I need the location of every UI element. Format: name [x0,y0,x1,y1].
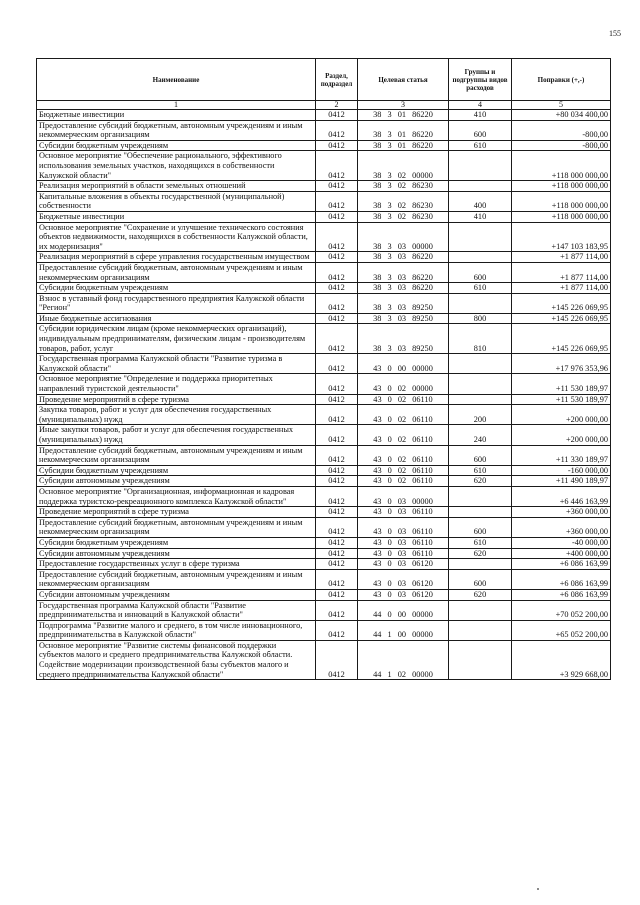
column-index: 3 [358,101,449,110]
row-group: 610 [449,465,512,476]
row-group: 600 [449,445,512,465]
row-amount: +360 000,00 [512,507,611,518]
row-group: 400 [449,191,512,211]
row-article: 43 0 03 06110 [358,517,449,537]
table-row [37,600,611,620]
row-group: 620 [449,476,512,487]
table-row [37,313,611,324]
table-row [37,222,611,252]
row-group [449,293,512,313]
table-row [37,569,611,589]
row-amount: +1 877 114,00 [512,262,611,282]
row-name: Основное мероприятие "Сохранение и улучшение технического состояния объектов недвижимости, находящихся в собственности Калужской области, их модернизация" [37,222,316,252]
row-amount: +11 330 189,97 [512,445,611,465]
row-section: 0412 [316,620,358,640]
row-group [449,374,512,394]
row-section: 0412 [316,507,358,518]
row-section: 0412 [316,252,358,263]
row-name: Субсидии бюджетным учреждениям [37,140,316,151]
row-name: Основное мероприятие "Определение и поддержка приоритетных направлений туристской деятельности" [37,374,316,394]
row-group [449,181,512,192]
row-section: 0412 [316,548,358,559]
row-article: 43 0 02 06110 [358,476,449,487]
table-row [37,151,611,181]
row-name: Бюджетные инвестиции [37,211,316,222]
table-row [37,120,611,140]
row-group: 240 [449,425,512,445]
row-group: 610 [449,140,512,151]
row-article: 43 0 02 06110 [358,445,449,465]
row-name: Бюджетные инвестиции [37,110,316,121]
table-row [37,640,611,679]
row-amount: +200 000,00 [512,405,611,425]
row-name: Субсидии бюджетным учреждениям [37,283,316,294]
table-row [37,476,611,487]
row-article: 43 0 03 06110 [358,507,449,518]
table-row [37,445,611,465]
row-article: 38 3 01 86220 [358,120,449,140]
row-group: 620 [449,589,512,600]
row-amount: +1 877 114,00 [512,283,611,294]
column-index: 4 [449,101,512,110]
row-group [449,151,512,181]
row-amount: +11 530 189,97 [512,374,611,394]
row-article: 44 1 02 00000 [358,640,449,679]
column-index: 1 [37,101,316,110]
row-article: 44 1 00 00000 [358,620,449,640]
row-name: Государственная программа Калужской области "Развитие предпринимательства и инноваций в Калужской области" [37,600,316,620]
row-group: 600 [449,517,512,537]
row-section: 0412 [316,465,358,476]
row-article: 38 3 03 86220 [358,262,449,282]
row-group [449,559,512,570]
row-section: 0412 [316,405,358,425]
row-name: Проведение мероприятий в сфере туризма [37,507,316,518]
column-index: 5 [512,101,611,110]
row-article: 38 3 02 86230 [358,181,449,192]
row-article: 43 0 03 06110 [358,548,449,559]
header-section: Раздел, подраздел [316,59,358,101]
row-amount: +3 929 668,00 [512,640,611,679]
row-group: 410 [449,110,512,121]
row-group: 610 [449,537,512,548]
row-name: Субсидии бюджетным учреждениям [37,465,316,476]
row-group: 810 [449,324,512,354]
row-name: Субсидии автономным учреждениям [37,548,316,559]
row-section: 0412 [316,120,358,140]
row-section: 0412 [316,151,358,181]
table-row [37,507,611,518]
row-name: Предоставление субсидий бюджетным, автономным учреждениям и иным некоммерческим организациям [37,569,316,589]
row-section: 0412 [316,569,358,589]
row-amount: +360 000,00 [512,517,611,537]
row-section: 0412 [316,640,358,679]
row-section: 0412 [316,600,358,620]
row-amount: +118 000 000,00 [512,181,611,192]
column-index: 2 [316,101,358,110]
table-row [37,293,611,313]
row-amount: -800,00 [512,120,611,140]
row-amount: +145 226 069,95 [512,293,611,313]
row-name: Реализация мероприятий в области земельных отношений [37,181,316,192]
table-row [37,252,611,263]
row-amount: +11 530 189,97 [512,394,611,405]
table-row [37,559,611,570]
row-amount: +118 000 000,00 [512,151,611,181]
table-row [37,548,611,559]
row-article: 43 0 03 06120 [358,589,449,600]
row-article: 43 0 03 06110 [358,537,449,548]
table-row [37,486,611,506]
row-name: Подпрограмма "Развитие малого и среднего, в том числе инновационного, предпринимательства в Калужской области" [37,620,316,640]
row-article: 44 0 00 00000 [358,600,449,620]
row-name: Взнос в уставный фонд государственного предприятия Калужской области "Регион" [37,293,316,313]
row-name: Предоставление субсидий бюджетным, автономным учреждениям и иным некоммерческим организациям [37,262,316,282]
row-amount: +118 000 000,00 [512,211,611,222]
page-number: 155 [609,29,621,38]
row-group [449,600,512,620]
row-section: 0412 [316,374,358,394]
row-group [449,354,512,374]
row-group [449,486,512,506]
row-amount: +6 086 163,99 [512,559,611,570]
row-group: 600 [449,262,512,282]
row-section: 0412 [316,559,358,570]
row-section: 0412 [316,181,358,192]
row-name: Закупка товаров, работ и услуг для обеспечения государственных (муниципальных) нужд [37,405,316,425]
row-section: 0412 [316,517,358,537]
table-row [37,589,611,600]
row-group: 410 [449,211,512,222]
row-name: Предоставление субсидий бюджетным, автономным учреждениям и иным некоммерческим организациям [37,445,316,465]
row-section: 0412 [316,445,358,465]
row-name: Проведение мероприятий в сфере туризма [37,394,316,405]
row-name: Основное мероприятие "Организационная, информационная и кадровая поддержка туристско-рекреационного комплекса Калужской области" [37,486,316,506]
row-group [449,507,512,518]
row-name: Иные закупки товаров, работ и услуг для обеспечения государственных (муниципальных) нужд [37,425,316,445]
row-group: 610 [449,283,512,294]
row-name: Основное мероприятие "Развитие системы финансовой поддержки субъектов малого и среднего предпринимательства Калужской области. Содействие модернизации производственной базы субъектов малого и среднего предпринимательства Калужской области" [37,640,316,679]
table-row [37,517,611,537]
row-amount: +80 034 400,00 [512,110,611,121]
table-row [37,374,611,394]
row-amount: +145 226 069,95 [512,324,611,354]
table-row [37,465,611,476]
row-group [449,640,512,679]
table-row [37,354,611,374]
table-row [37,425,611,445]
header-group: Группы и подгруппы видов расходов [449,59,512,101]
row-article: 43 0 02 06110 [358,405,449,425]
row-section: 0412 [316,211,358,222]
row-amount: +6 446 163,99 [512,486,611,506]
table-row [37,262,611,282]
row-name: Предоставление государственных услуг в сфере туризма [37,559,316,570]
table-row [37,537,611,548]
row-group: 620 [449,548,512,559]
row-amount: +1 877 114,00 [512,252,611,263]
table-row [37,620,611,640]
row-article: 43 0 03 06120 [358,559,449,570]
row-group: 800 [449,313,512,324]
table-row [37,211,611,222]
row-name: Основное мероприятие "Обеспечение рационального, эффективного использования земельных участков, находящихся в собственности Калужской области" [37,151,316,181]
row-article: 38 3 01 86220 [358,140,449,151]
row-section: 0412 [316,262,358,282]
row-section: 0412 [316,537,358,548]
row-amount: +400 000,00 [512,548,611,559]
row-group [449,620,512,640]
row-article: 38 3 03 89250 [358,313,449,324]
budget-amendments-table [36,58,611,680]
row-article: 43 0 02 06110 [358,465,449,476]
row-amount: +11 490 189,97 [512,476,611,487]
row-article: 38 3 03 86220 [358,252,449,263]
row-name: Субсидии бюджетным учреждениям [37,537,316,548]
row-article: 43 0 03 06120 [358,569,449,589]
row-article: 43 0 00 00000 [358,354,449,374]
row-article: 38 3 03 89250 [358,324,449,354]
table-row [37,405,611,425]
row-article: 38 3 03 00000 [358,222,449,252]
row-article: 43 0 02 00000 [358,374,449,394]
row-group: 600 [449,569,512,589]
table-body [37,110,611,680]
row-amount: +118 000 000,00 [512,191,611,211]
row-article: 38 3 03 89250 [358,293,449,313]
row-section: 0412 [316,140,358,151]
row-section: 0412 [316,425,358,445]
row-section: 0412 [316,394,358,405]
row-article: 43 0 03 00000 [358,486,449,506]
row-amount: +17 976 353,96 [512,354,611,374]
row-section: 0412 [316,324,358,354]
row-group: 600 [449,120,512,140]
header-name: Наименование [37,59,316,101]
row-article: 38 3 03 86220 [358,283,449,294]
row-section: 0412 [316,293,358,313]
row-amount: +6 086 163,99 [512,569,611,589]
row-article: 38 3 02 00000 [358,151,449,181]
row-name: Государственная программа Калужской области "Развитие туризма в Калужской области" [37,354,316,374]
row-amount: -40 000,00 [512,537,611,548]
table-header-row [37,59,611,101]
row-amount: +200 000,00 [512,425,611,445]
row-name: Иные бюджетные ассигнования [37,313,316,324]
row-group [449,252,512,263]
row-name: Предоставление субсидий бюджетным, автономным учреждениям и иным некоммерческим организациям [37,517,316,537]
row-amount: +65 052 200,00 [512,620,611,640]
row-name: Субсидии автономным учреждениям [37,476,316,487]
row-section: 0412 [316,191,358,211]
row-name: Капитальные вложения в объекты государственной (муниципальной) собственности [37,191,316,211]
row-section: 0412 [316,222,358,252]
table-row [37,110,611,121]
row-amount: +6 086 163,99 [512,589,611,600]
table-row [37,324,611,354]
column-index-row [37,101,611,110]
row-article: 38 3 01 86220 [358,110,449,121]
row-amount: +145 226 069,95 [512,313,611,324]
header-amount: Поправки (+,-) [512,59,611,101]
row-name: Субсидии автономным учреждениям [37,589,316,600]
row-name: Предоставление субсидий бюджетным, автономным учреждениям и иным некоммерческим организациям [37,120,316,140]
row-article: 38 3 02 86230 [358,191,449,211]
table-row [37,191,611,211]
row-section: 0412 [316,486,358,506]
row-amount: +70 052 200,00 [512,600,611,620]
scan-speck [537,888,539,890]
row-section: 0412 [316,476,358,487]
row-section: 0412 [316,110,358,121]
header-article: Целевая статья [358,59,449,101]
row-article: 38 3 02 86230 [358,211,449,222]
row-amount: -800,00 [512,140,611,151]
table-row [37,394,611,405]
row-name: Реализация мероприятий в сфере управления государственным имуществом [37,252,316,263]
row-section: 0412 [316,589,358,600]
table-row [37,140,611,151]
row-amount: +147 103 183,95 [512,222,611,252]
row-section: 0412 [316,313,358,324]
table-row [37,283,611,294]
row-group [449,394,512,405]
row-group: 200 [449,405,512,425]
row-group [449,222,512,252]
row-name: Субсидии юридическим лицам (кроме некоммерческих организаций), индивидуальным предпринимателям, физическим лицам - производителям товаров, работ, услуг [37,324,316,354]
row-amount: -160 000,00 [512,465,611,476]
row-section: 0412 [316,354,358,374]
table-row [37,181,611,192]
row-section: 0412 [316,283,358,294]
row-article: 43 0 02 06110 [358,394,449,405]
row-article: 43 0 02 06110 [358,425,449,445]
